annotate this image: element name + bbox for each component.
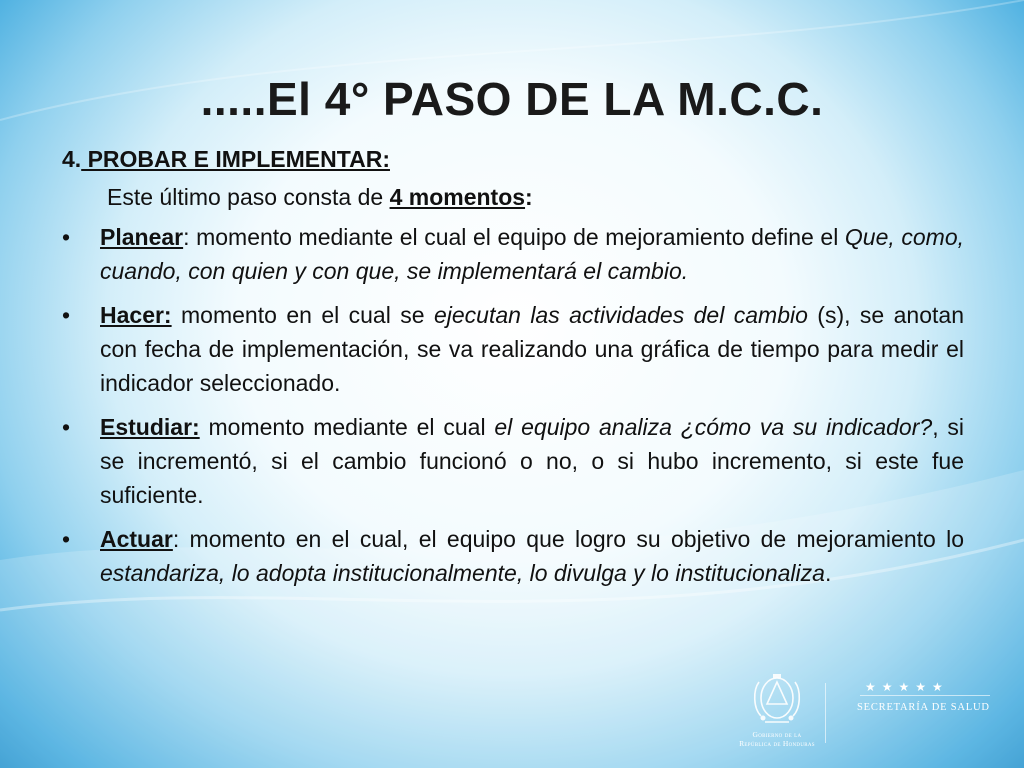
footer-divider <box>825 683 826 743</box>
bullet-text: momento en el cual, el equipo que logro su objetivo de mejoramiento lo <box>179 526 964 552</box>
slide-body <box>62 142 964 600</box>
bullet-keyword-suffix: : <box>183 224 190 250</box>
intro-highlight: 4 momentos <box>389 184 526 210</box>
intro-colon: : <box>525 184 533 210</box>
bullet-italic-text: el equipo analiza ¿cómo va su indicador? <box>494 414 933 440</box>
step-heading <box>62 142 964 176</box>
bullet-keyword: Hacer: <box>100 302 172 328</box>
list-item-hacer <box>62 298 964 400</box>
list-item-estudiar <box>62 410 964 512</box>
footer-rule <box>860 695 990 696</box>
bullet-text: momento mediante el cual el equipo de mejoramiento define el <box>189 224 845 250</box>
honduras-coat-of-arms-icon <box>735 668 819 730</box>
bullet-italic-text: Que, como, cuando, con quien y con que, se implementará el cambio. <box>100 224 964 284</box>
moments-list <box>62 220 964 590</box>
government-line-2: República de Honduras <box>739 739 815 748</box>
step-number: 4. <box>62 146 82 172</box>
slide-title: .....El 4° PASO DE LA M.C.C. <box>200 73 824 125</box>
intro-line <box>107 180 964 214</box>
list-item-actuar <box>62 522 964 590</box>
bullet-text: momento mediante el cual <box>199 414 495 440</box>
intro-text: Este último paso consta de <box>107 184 390 210</box>
institution-footer <box>735 668 1024 768</box>
bullet-text: momento en el cual se <box>171 302 434 328</box>
bullet-keyword: Actuar <box>100 526 173 552</box>
bullet-italic-text: ejecutan las actividades del cambio <box>433 302 808 328</box>
ministry-label: SECRETARÍA DE SALUD <box>857 702 990 713</box>
bullet-text-end: (s), se anotan con fecha de implementación, se va realizando una gráfica de tiempo para medir el indicador seleccionado. <box>100 302 964 396</box>
bullet-keyword-suffix: : <box>172 526 180 552</box>
bullet-keyword: Estudiar: <box>100 414 200 440</box>
government-label <box>735 730 819 748</box>
bullet-text-end: , si se incrementó, si el cambio funcionó o no, o si hubo incremento, si este fue suficiente. <box>100 414 965 508</box>
government-line-1: Gobierno de la <box>752 730 802 739</box>
list-item-planear <box>62 220 964 288</box>
stars-icon: ★★★★★ <box>865 680 949 694</box>
step-heading-text: PROBAR E IMPLEMENTAR: <box>81 146 390 172</box>
bullet-keyword: Planear <box>100 224 184 250</box>
bullet-text-end: . <box>824 560 832 586</box>
bullet-italic-text: estandariza, lo adopta institucionalmente, lo divulga y lo institucionaliza <box>100 560 825 586</box>
